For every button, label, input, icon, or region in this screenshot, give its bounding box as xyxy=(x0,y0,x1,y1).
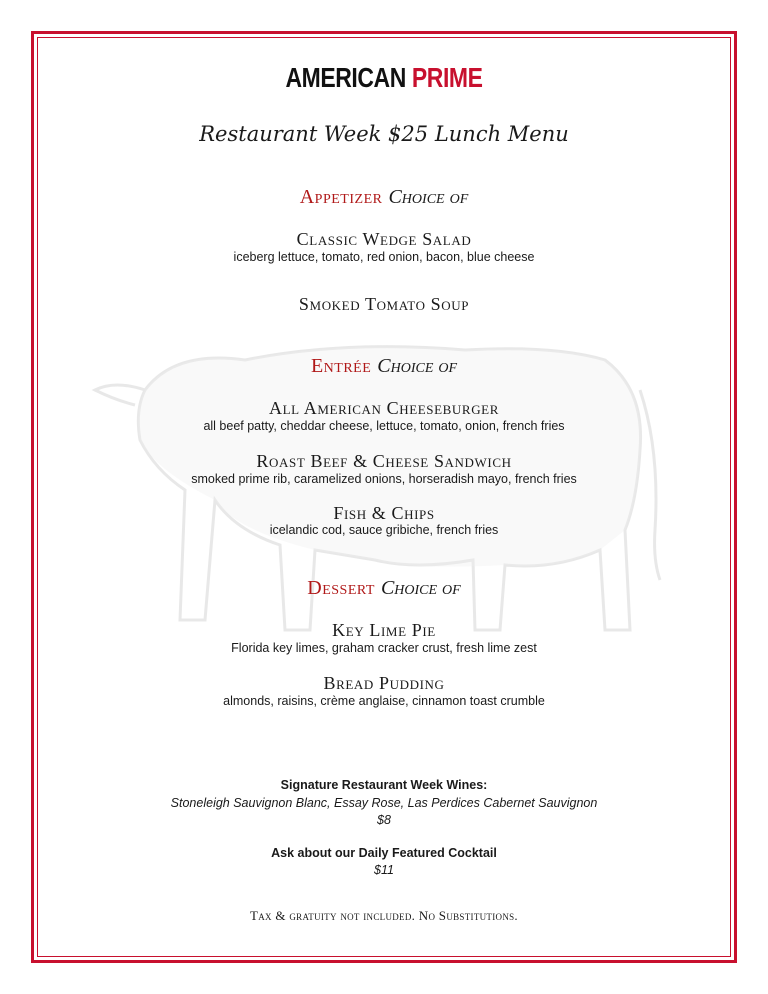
menu-item-name: All American Cheeseburger xyxy=(268,398,499,418)
restaurant-logo xyxy=(69,62,699,94)
dessert-heading xyxy=(0,577,768,600)
dessert-title: Dessert xyxy=(307,577,375,599)
cow-watermark xyxy=(85,330,685,660)
menu-item-name: Key Lime Pie xyxy=(332,620,436,640)
menu-item-description: all beef patty, cheddar cheese, lettuce, tomato, onion, french fries xyxy=(203,419,565,433)
entree-choice: Choice of xyxy=(377,355,458,377)
cocktail-title: Ask about our Daily Featured Cocktail xyxy=(271,846,497,860)
dessert-choice: Choice of xyxy=(380,577,461,599)
wines-list: Stoneleigh Sauvignon Blanc, Essay Rose, Las Perdices Cabernet Sauvignon xyxy=(170,796,598,810)
menu-item-name: Bread Pudding xyxy=(323,673,445,693)
footer-note: Tax & gratuity not included. No Substitutions. xyxy=(250,908,518,923)
wines-price: $8 xyxy=(377,813,391,827)
menu-item-description: smoked prime rib, caramelized onions, horseradish mayo, french fries xyxy=(191,472,577,486)
appetizer-choice: Choice of xyxy=(388,186,469,208)
menu-subtitle: Restaurant Week $25 Lunch Menu xyxy=(199,122,569,146)
entree-title: Entrée xyxy=(310,355,372,377)
menu-item-description: Florida key limes, graham cracker crust, fresh lime zest xyxy=(231,641,537,655)
logo-text-american: AMERICAN xyxy=(285,62,406,93)
logo-text-prime: PRIME xyxy=(411,62,483,93)
menu-item-description: iceberg lettuce, tomato, red onion, bacon, blue cheese xyxy=(233,250,535,264)
menu-item-description: almonds, raisins, crème anglaise, cinnamon toast crumble xyxy=(223,694,545,708)
menu-item-name: Fish & Chips xyxy=(333,503,435,523)
menu-item-name: Classic Wedge Salad xyxy=(296,229,472,249)
wines-title: Signature Restaurant Week Wines: xyxy=(280,778,488,792)
menu-item-name: Roast Beef & Cheese Sandwich xyxy=(256,451,512,471)
appetizer-heading xyxy=(0,186,768,209)
cocktail-price: $11 xyxy=(374,863,394,877)
entree-heading xyxy=(0,355,768,378)
menu-item-name: Smoked Tomato Soup xyxy=(298,294,470,314)
appetizer-title: Appetizer xyxy=(299,186,383,208)
menu-item-description: icelandic cod, sauce gribiche, french fries xyxy=(269,523,499,537)
